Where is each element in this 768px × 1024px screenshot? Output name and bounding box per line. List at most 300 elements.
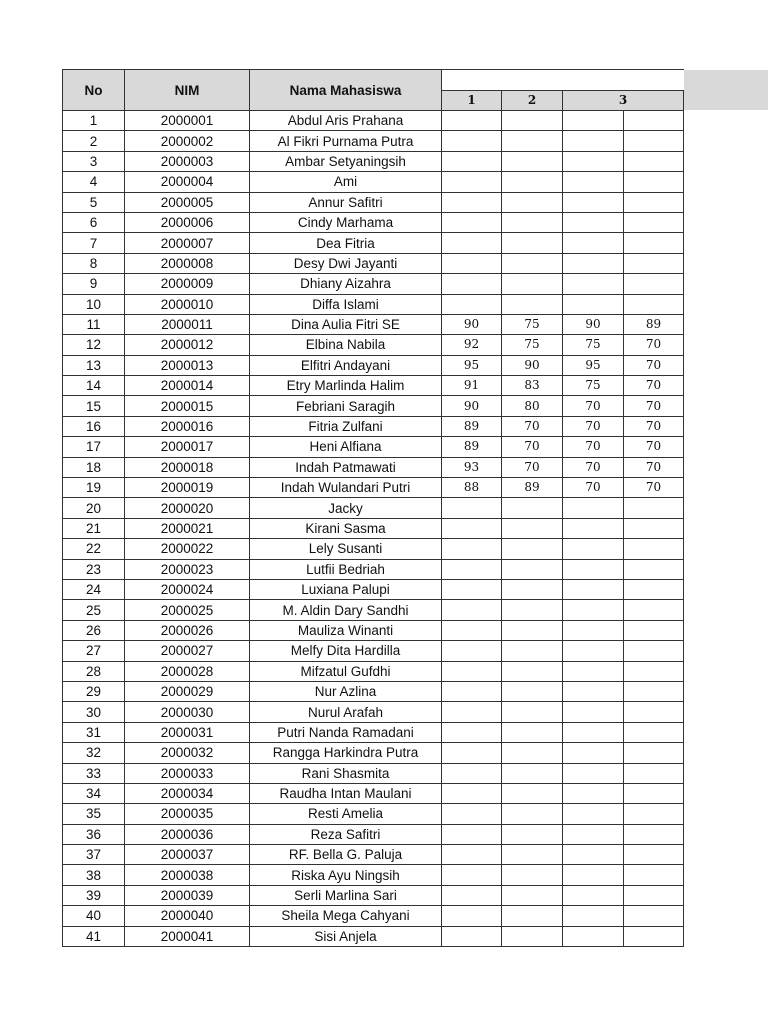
row-score-2: 75: [502, 335, 563, 355]
table-row: [63, 518, 684, 538]
table-row: [63, 294, 684, 314]
row-score-3: [563, 824, 624, 844]
row-nim: 2000030: [125, 702, 250, 722]
row-score-1: [442, 743, 502, 763]
row-nama: Indah Patmawati: [250, 457, 442, 477]
row-nim: 2000016: [125, 416, 250, 436]
table-row: [63, 253, 684, 273]
row-score-2: [502, 824, 563, 844]
row-score-2: 90: [502, 355, 563, 375]
row-no: 30: [63, 702, 125, 722]
row-nama: Melfy Dita Hardilla: [250, 641, 442, 661]
header-nama: Nama Mahasiswa: [250, 70, 442, 111]
row-score-2: [502, 192, 563, 212]
row-no: 13: [63, 355, 125, 375]
row-score-1: [442, 702, 502, 722]
row-score-4: [624, 804, 684, 824]
row-no: 8: [63, 253, 125, 273]
row-score-2: 80: [502, 396, 563, 416]
row-nama: Dhiany Aizahra: [250, 274, 442, 294]
row-score-3: 70: [563, 437, 624, 457]
row-score-3: [563, 743, 624, 763]
row-score-2: [502, 253, 563, 273]
header-nim: NIM: [125, 70, 250, 111]
row-no: 27: [63, 641, 125, 661]
table-row: [63, 579, 684, 599]
row-score-1: 91: [442, 376, 502, 396]
row-no: 37: [63, 845, 125, 865]
row-score-4: [624, 906, 684, 926]
row-no: 31: [63, 722, 125, 742]
row-nim: 2000040: [125, 906, 250, 926]
row-score-4: 70: [624, 437, 684, 457]
row-score-2: [502, 172, 563, 192]
row-nim: 2000005: [125, 192, 250, 212]
row-score-4: 70: [624, 376, 684, 396]
row-score-4: [624, 824, 684, 844]
row-nim: 2000017: [125, 437, 250, 457]
row-score-1: [442, 294, 502, 314]
row-score-2: [502, 518, 563, 538]
row-score-3: [563, 681, 624, 701]
row-nama: Dina Aulia Fitri SE: [250, 314, 442, 334]
table-row: [63, 355, 684, 375]
table-row: [63, 131, 684, 151]
row-score-1: [442, 253, 502, 273]
row-no: 9: [63, 274, 125, 294]
row-nim: 2000011: [125, 314, 250, 334]
row-score-3: [563, 845, 624, 865]
header-no: No: [63, 70, 125, 111]
row-score-1: 89: [442, 416, 502, 436]
row-score-3: [563, 274, 624, 294]
row-score-3: [563, 518, 624, 538]
row-score-4: [624, 722, 684, 742]
row-score-1: [442, 498, 502, 518]
row-nim: 2000041: [125, 926, 250, 946]
row-score-2: 83: [502, 376, 563, 396]
table-row: [63, 539, 684, 559]
row-score-3: 70: [563, 396, 624, 416]
row-nim: 2000018: [125, 457, 250, 477]
row-nama: Riska Ayu Ningsih: [250, 865, 442, 885]
row-nama: RF. Bella G. Paluja: [250, 845, 442, 865]
row-score-2: [502, 131, 563, 151]
table-row: [63, 600, 684, 620]
row-score-4: [624, 559, 684, 579]
row-nim: 2000031: [125, 722, 250, 742]
row-no: 35: [63, 804, 125, 824]
row-score-4: [624, 865, 684, 885]
row-nama: Nurul Arafah: [250, 702, 442, 722]
table-row: [63, 885, 684, 905]
row-nim: 2000002: [125, 131, 250, 151]
row-no: 24: [63, 579, 125, 599]
row-score-4: 89: [624, 314, 684, 334]
row-score-1: 92: [442, 335, 502, 355]
row-score-2: [502, 539, 563, 559]
row-score-4: [624, 661, 684, 681]
table-row: [63, 926, 684, 946]
row-score-4: 70: [624, 478, 684, 498]
row-score-3: [563, 763, 624, 783]
row-nama: Rani Shasmita: [250, 763, 442, 783]
row-no: 26: [63, 620, 125, 640]
row-no: 25: [63, 600, 125, 620]
row-nim: 2000038: [125, 865, 250, 885]
row-nama: Kirani Sasma: [250, 518, 442, 538]
row-nama: Annur Safitri: [250, 192, 442, 212]
row-score-4: [624, 131, 684, 151]
table-row: [63, 845, 684, 865]
row-score-3: [563, 600, 624, 620]
row-nim: 2000037: [125, 845, 250, 865]
row-nim: 2000021: [125, 518, 250, 538]
row-no: 4: [63, 172, 125, 192]
row-score-1: [442, 111, 502, 131]
row-score-3: [563, 804, 624, 824]
row-nim: 2000003: [125, 151, 250, 171]
row-score-1: [442, 172, 502, 192]
table-row: [63, 804, 684, 824]
row-score-3: [563, 212, 624, 232]
row-no: 19: [63, 478, 125, 498]
row-score-4: [624, 233, 684, 253]
row-no: 23: [63, 559, 125, 579]
header-sub-1: 1: [442, 91, 502, 111]
header-score-group: [442, 70, 684, 91]
row-score-4: [624, 294, 684, 314]
row-nim: 2000009: [125, 274, 250, 294]
row-score-1: [442, 192, 502, 212]
table-row: [63, 763, 684, 783]
row-score-1: [442, 274, 502, 294]
row-nama: Ambar Setyaningsih: [250, 151, 442, 171]
row-score-2: [502, 151, 563, 171]
row-score-2: [502, 620, 563, 640]
row-score-2: 89: [502, 478, 563, 498]
row-nim: 2000026: [125, 620, 250, 640]
row-score-2: [502, 906, 563, 926]
row-no: 32: [63, 743, 125, 763]
table-row: [63, 722, 684, 742]
row-score-4: [624, 620, 684, 640]
row-nama: Etry Marlinda Halim: [250, 376, 442, 396]
row-score-1: 90: [442, 314, 502, 334]
row-score-1: [442, 131, 502, 151]
row-score-3: 75: [563, 376, 624, 396]
row-score-2: 70: [502, 437, 563, 457]
row-score-4: [624, 885, 684, 905]
row-nim: 2000004: [125, 172, 250, 192]
row-score-3: [563, 172, 624, 192]
row-score-2: [502, 294, 563, 314]
row-score-3: 75: [563, 335, 624, 355]
row-no: 38: [63, 865, 125, 885]
row-score-4: [624, 926, 684, 946]
row-nim: 2000028: [125, 661, 250, 681]
row-no: 5: [63, 192, 125, 212]
row-score-3: 70: [563, 416, 624, 436]
row-nim: 2000032: [125, 743, 250, 763]
table-row: [63, 457, 684, 477]
row-nim: 2000006: [125, 212, 250, 232]
table-row: [63, 559, 684, 579]
row-nim: 2000027: [125, 641, 250, 661]
row-nama: Lutfii Bedriah: [250, 559, 442, 579]
row-nim: 2000001: [125, 111, 250, 131]
row-nim: 2000020: [125, 498, 250, 518]
table-row: [63, 437, 684, 457]
row-score-2: [502, 661, 563, 681]
row-nim: 2000012: [125, 335, 250, 355]
row-nama: Desy Dwi Jayanti: [250, 253, 442, 273]
row-nim: 2000033: [125, 763, 250, 783]
table-row: [63, 681, 684, 701]
row-score-1: [442, 906, 502, 926]
row-nama: Lely Susanti: [250, 539, 442, 559]
row-score-2: [502, 274, 563, 294]
row-score-3: 70: [563, 457, 624, 477]
row-no: 40: [63, 906, 125, 926]
table-row: [63, 172, 684, 192]
row-nim: 2000039: [125, 885, 250, 905]
row-score-4: 70: [624, 396, 684, 416]
table-row: [63, 212, 684, 232]
row-score-2: 70: [502, 457, 563, 477]
row-score-3: [563, 641, 624, 661]
row-score-4: 70: [624, 335, 684, 355]
row-nama: Elbina Nabila: [250, 335, 442, 355]
table-row: [63, 274, 684, 294]
table-row: [63, 783, 684, 803]
row-score-1: 90: [442, 396, 502, 416]
row-nama: Ami: [250, 172, 442, 192]
row-score-4: [624, 274, 684, 294]
row-no: 28: [63, 661, 125, 681]
row-nama: Mauliza Winanti: [250, 620, 442, 640]
row-score-4: [624, 681, 684, 701]
row-score-4: [624, 783, 684, 803]
row-score-1: [442, 559, 502, 579]
row-score-1: [442, 151, 502, 171]
row-score-1: [442, 212, 502, 232]
header-extension-shading: [684, 70, 768, 110]
row-nama: Sisi Anjela: [250, 926, 442, 946]
row-score-1: [442, 641, 502, 661]
row-score-2: [502, 885, 563, 905]
row-nama: Diffa Islami: [250, 294, 442, 314]
row-score-4: [624, 539, 684, 559]
row-score-3: [563, 559, 624, 579]
row-nim: 2000007: [125, 233, 250, 253]
row-no: 12: [63, 335, 125, 355]
row-score-3: [563, 111, 624, 131]
row-no: 29: [63, 681, 125, 701]
row-nama: M. Aldin Dary Sandhi: [250, 600, 442, 620]
row-nim: 2000022: [125, 539, 250, 559]
row-score-1: 89: [442, 437, 502, 457]
row-score-2: [502, 579, 563, 599]
row-no: 6: [63, 212, 125, 232]
row-score-1: [442, 865, 502, 885]
table-header: [63, 70, 684, 111]
row-score-1: [442, 763, 502, 783]
row-score-2: [502, 641, 563, 661]
row-score-3: [563, 192, 624, 212]
table-row: [63, 620, 684, 640]
row-score-4: [624, 702, 684, 722]
table-row: [63, 314, 684, 334]
header-sub-3: 3: [563, 91, 684, 111]
row-nama: Resti Amelia: [250, 804, 442, 824]
row-no: 15: [63, 396, 125, 416]
row-score-3: [563, 253, 624, 273]
row-score-4: [624, 212, 684, 232]
row-no: 16: [63, 416, 125, 436]
row-nama: Abdul Aris Prahana: [250, 111, 442, 131]
row-score-2: [502, 702, 563, 722]
row-no: 34: [63, 783, 125, 803]
row-nim: 2000019: [125, 478, 250, 498]
row-no: 11: [63, 314, 125, 334]
row-score-4: [624, 111, 684, 131]
row-score-2: [502, 681, 563, 701]
row-score-1: 95: [442, 355, 502, 375]
row-score-3: [563, 926, 624, 946]
row-score-3: [563, 702, 624, 722]
row-no: 20: [63, 498, 125, 518]
row-score-1: [442, 233, 502, 253]
row-score-2: [502, 845, 563, 865]
row-score-1: 88: [442, 478, 502, 498]
row-no: 39: [63, 885, 125, 905]
row-score-2: [502, 804, 563, 824]
row-score-1: [442, 579, 502, 599]
row-score-4: [624, 518, 684, 538]
row-score-1: [442, 845, 502, 865]
row-score-1: [442, 539, 502, 559]
row-nim: 2000014: [125, 376, 250, 396]
row-no: 18: [63, 457, 125, 477]
row-nim: 2000034: [125, 783, 250, 803]
row-score-3: [563, 579, 624, 599]
row-no: 10: [63, 294, 125, 314]
row-score-1: [442, 926, 502, 946]
row-score-3: 90: [563, 314, 624, 334]
header-sub-2: 2: [502, 91, 563, 111]
row-score-1: [442, 885, 502, 905]
row-score-3: 70: [563, 478, 624, 498]
table-row: [63, 151, 684, 171]
row-score-2: [502, 865, 563, 885]
row-score-1: [442, 518, 502, 538]
row-score-1: [442, 804, 502, 824]
row-score-2: [502, 763, 563, 783]
row-nama: Fitria Zulfani: [250, 416, 442, 436]
row-nama: Elfitri Andayani: [250, 355, 442, 375]
row-score-4: 70: [624, 355, 684, 375]
row-nim: 2000015: [125, 396, 250, 416]
row-no: 21: [63, 518, 125, 538]
table-row: [63, 478, 684, 498]
table-row: [63, 641, 684, 661]
row-nama: Raudha Intan Maulani: [250, 783, 442, 803]
row-nama: Nur Azlina: [250, 681, 442, 701]
table-row: [63, 192, 684, 212]
row-no: 36: [63, 824, 125, 844]
row-score-1: [442, 620, 502, 640]
table-row: [63, 906, 684, 926]
row-nim: 2000010: [125, 294, 250, 314]
row-score-3: [563, 131, 624, 151]
row-score-1: 93: [442, 457, 502, 477]
row-score-4: [624, 172, 684, 192]
row-score-4: [624, 600, 684, 620]
row-no: 7: [63, 233, 125, 253]
row-score-2: [502, 743, 563, 763]
row-score-2: [502, 559, 563, 579]
row-nim: 2000025: [125, 600, 250, 620]
row-score-1: [442, 600, 502, 620]
row-score-4: [624, 763, 684, 783]
row-score-3: [563, 906, 624, 926]
row-score-2: [502, 722, 563, 742]
student-table: [62, 69, 684, 947]
row-score-4: [624, 743, 684, 763]
row-score-4: 70: [624, 416, 684, 436]
row-score-3: [563, 783, 624, 803]
row-nim: 2000035: [125, 804, 250, 824]
table-row: [63, 824, 684, 844]
row-score-2: [502, 498, 563, 518]
row-score-2: [502, 600, 563, 620]
row-no: 2: [63, 131, 125, 151]
row-nim: 2000024: [125, 579, 250, 599]
row-score-2: 70: [502, 416, 563, 436]
row-score-2: 75: [502, 314, 563, 334]
row-score-4: [624, 498, 684, 518]
row-score-4: [624, 192, 684, 212]
row-score-2: [502, 233, 563, 253]
table-row: [63, 865, 684, 885]
row-no: 3: [63, 151, 125, 171]
row-score-3: [563, 294, 624, 314]
row-score-3: [563, 661, 624, 681]
row-nim: 2000013: [125, 355, 250, 375]
row-score-4: [624, 845, 684, 865]
row-nama: Serli Marlina Sari: [250, 885, 442, 905]
row-nim: 2000008: [125, 253, 250, 273]
row-nama: Rangga Harkindra Putra: [250, 743, 442, 763]
row-score-3: [563, 885, 624, 905]
table-row: [63, 111, 684, 131]
row-score-4: [624, 579, 684, 599]
table-row: [63, 498, 684, 518]
row-nama: Cindy Marhama: [250, 212, 442, 232]
row-score-3: [563, 233, 624, 253]
row-nama: Sheila Mega Cahyani: [250, 906, 442, 926]
row-score-1: [442, 661, 502, 681]
table-row: [63, 743, 684, 763]
row-score-2: [502, 111, 563, 131]
row-no: 33: [63, 763, 125, 783]
row-score-1: [442, 681, 502, 701]
row-nama: Reza Safitri: [250, 824, 442, 844]
row-score-3: [563, 865, 624, 885]
row-score-1: [442, 722, 502, 742]
row-score-4: [624, 253, 684, 273]
